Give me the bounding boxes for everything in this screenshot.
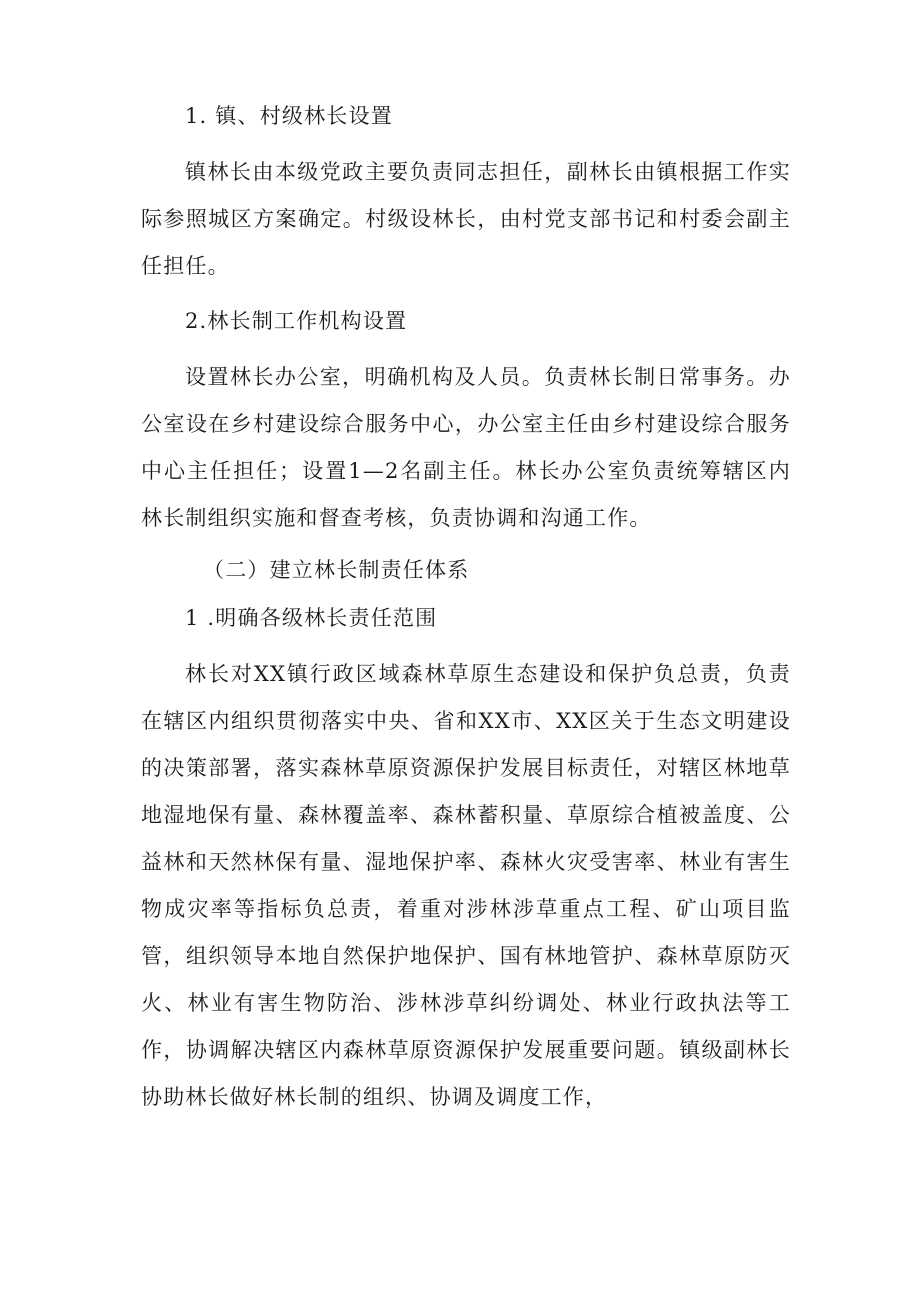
paragraph-responsibility-scope: 林长对XX镇行政区域森林草原生态建设和保护负总责，负责在辖区内组织贯彻落实中央、省和XX市、XX区关于生态文明建设的决策部署，落实森林草原资源保护发展目标责任，对辖区林地草地湿地保有量、森林覆盖率、森林蓄积量、草原综合植被盖度、公益林和天然林保有量、湿地保护率、森林火灾受害率、林业有害生物成灾率等指标负总责，着重对涉林涉草重点工程、矿山项目监管，组织领导本地自然保护地保护、国有林地管护、森林草原防灭火、林业有害生物防治、涉林涉草纠纷调处、林业行政执法等工作，协调解决辖区内森林草原资源保护发展重要问题。镇级副林长协助林长做好林长制的组织、协调及调度工作，	[141, 662, 791, 1109]
document-body	[141, 96, 791, 1121]
paragraph-work-institution: 设置林长办公室，明确机构及人员。负责林长制日常事务。办公室设在乡村建设综合服务中心，办公室主任由乡村建设综合服务中心主任担任；设置1—2名副主任。林长办公室负责统筹辖区内林长制组织实施和督查考核，负责协调和沟通工作。	[141, 365, 791, 530]
section-heading-responsibility-scope: 1 .明确各级林长责任范围	[185, 606, 438, 630]
paragraph-town-village-forest-chief: 镇林长由本级党政主要负责同志担任，副林长由镇根据工作实际参照城区方案确定。村级设林长，由村党支部书记和村委会副主任担任。	[141, 160, 791, 278]
section-heading-responsibility-system: （二）建立林长制责任体系	[203, 558, 470, 582]
section-heading-town-village-forest-chief: 1. 镇、村级林长设置	[185, 104, 393, 128]
section-heading-work-institution: 2.林长制工作机构设置	[185, 309, 408, 333]
